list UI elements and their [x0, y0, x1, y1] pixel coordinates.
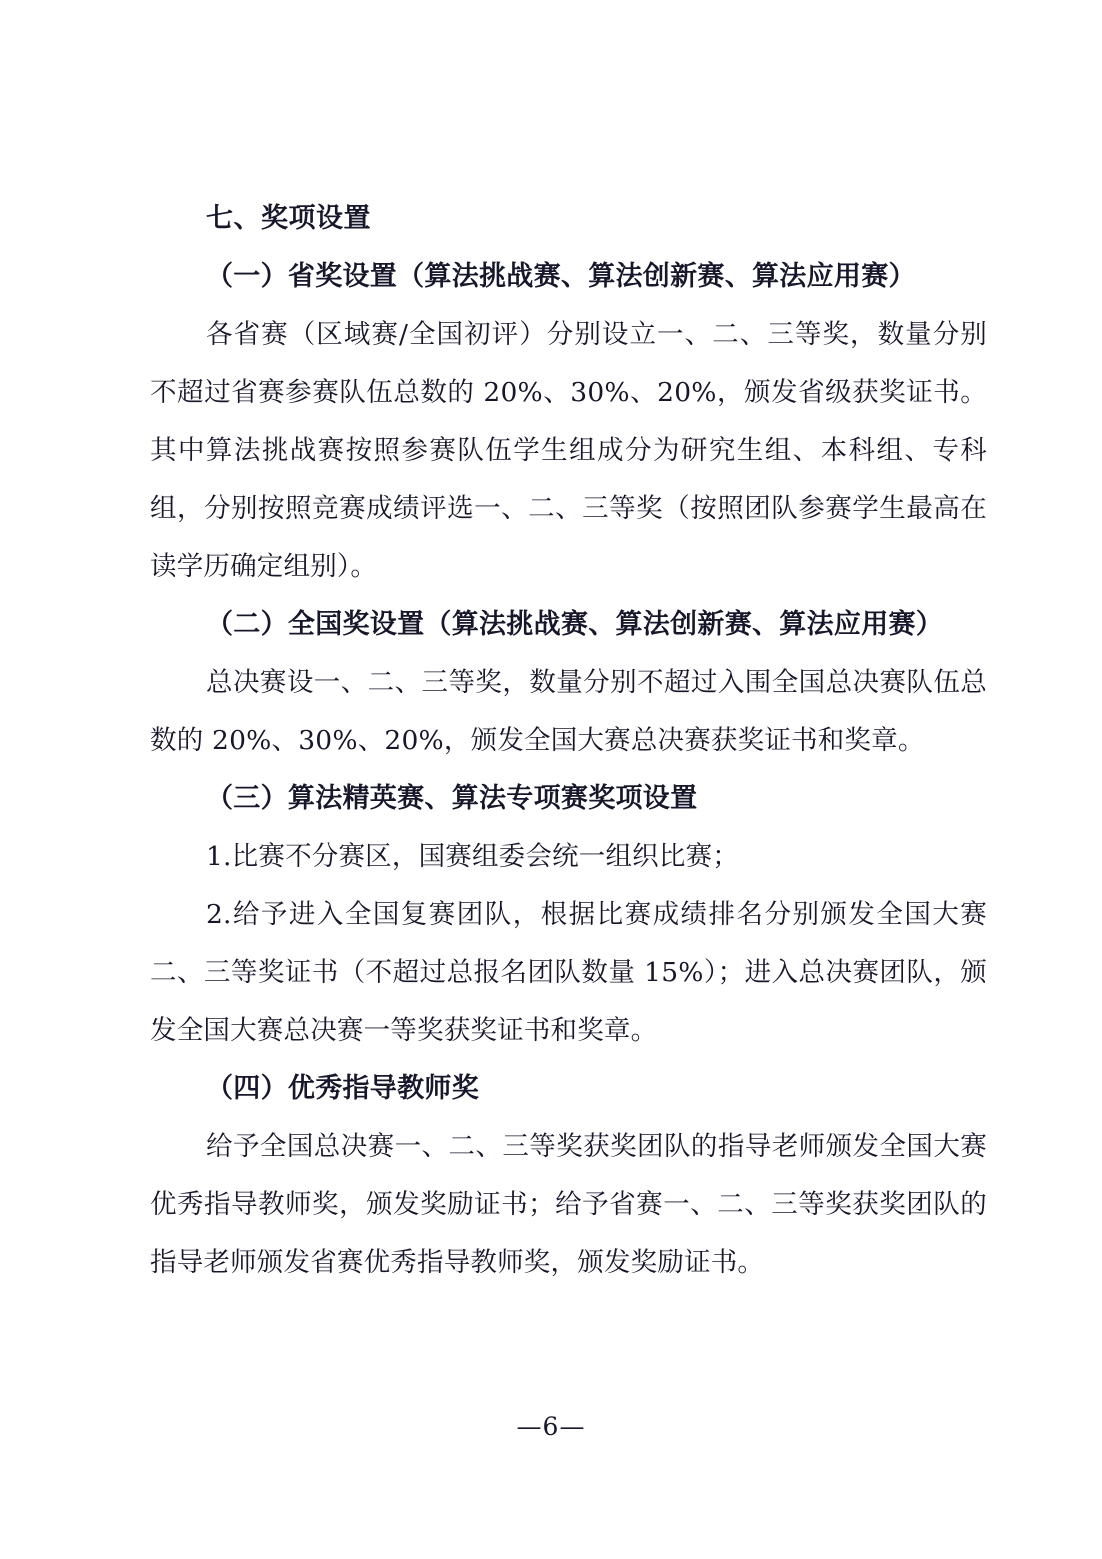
paragraph-3: 1.比赛不分赛区，国赛组委会统一组织比赛； — [206, 841, 739, 872]
page-number-footer: —6— — [516, 1412, 586, 1441]
paragraph-4: 2.给予进入全国复赛团队，根据比赛成绩排名分别颁发全国大赛二、三等奖证书（不超过总报名团队数量 15%）；进入总决赛团队，颁发全国大赛总决赛一等奖获奖证书和奖章。 — [150, 899, 987, 1046]
paragraph-1: 各省赛（区域赛/全国初评）分别设立一、二、三等奖，数量分别不超过省赛参赛队伍总数的 20%、30%、20%，颁发省级获奖证书。其中算法挑战赛按照参赛队伍学生组成分为研究生组、本科组、专科组，分别按照竞赛成绩评选一、二、三等奖（按照团队参赛学生最高在读学历确定组别）。 — [150, 319, 987, 582]
subsection-heading-1: （一）省奖设置（算法挑战赛、算法创新赛、算法应用赛） — [206, 261, 916, 292]
paragraph-5: 给予全国总决赛一、二、三等奖获奖团队的指导老师颁发全国大赛优秀指导教师奖，颁发奖励证书；给予省赛一、二、三等奖获奖团队的指导老师颁发省赛优秀指导教师奖，颁发奖励证书。 — [150, 1131, 987, 1278]
subsection-heading-4: （四）优秀指导教师奖 — [206, 1073, 479, 1104]
paragraph-2: 总决赛设一、二、三等奖，数量分别不超过入围全国总决赛队伍总数的 20%、30%、20%，颁发全国大赛总决赛获奖证书和奖章。 — [150, 667, 987, 756]
document-body — [150, 190, 987, 1292]
section-heading: 七、奖项设置 — [206, 203, 371, 234]
subsection-heading-2: （二）全国奖设置（算法挑战赛、算法创新赛、算法应用赛） — [206, 609, 944, 640]
subsection-heading-3: （三）算法精英赛、算法专项赛奖项设置 — [206, 783, 698, 814]
